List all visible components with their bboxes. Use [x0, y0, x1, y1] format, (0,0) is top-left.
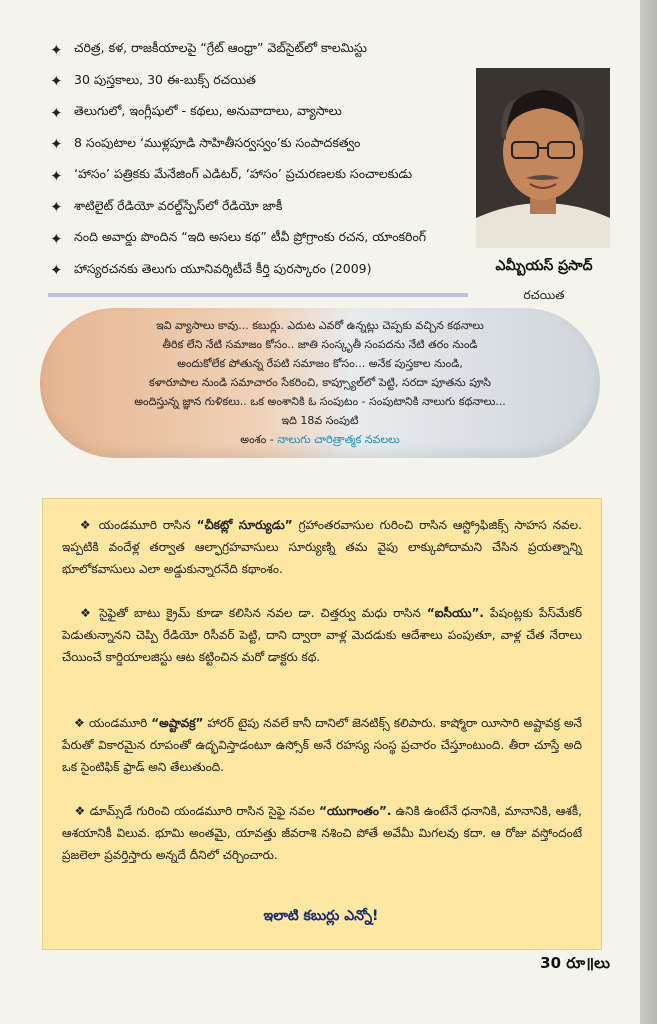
diamond-star-icon: ✦ — [50, 72, 63, 91]
credential-item: ✦ 30 పుస్తకాలు, 30 ఈ-బుక్స్ రచయిత — [50, 71, 256, 91]
bullet-icon: ❖ — [74, 804, 86, 818]
author-portrait-illustration — [476, 68, 610, 248]
novel-summary: ❖ యండమూరి “అష్టావక్ర” హారర్ టైపు నవలే కానీ దానిలో జెనటిక్స్ కలిపారు. కాష్మోరా యీసారి అష్టావక్ర అనే పేరుతో వికారమైన రూపంతో ఉద్భవిస్తాడంటూ ఉస్సోక్ అనే రహస్య సంస్థ ప్రచారం చేస్తూంటుంది. తీరా చూస్తే అది ఒక సైంటిఫిక్ ఫ్రాడ్ అని తేలుతుంది. — [62, 716, 582, 774]
credential-item: ✦ నంది అవార్డు పొందిన “ఇది అసలు కథ” టీవీ ప్రోగ్రాంకు రచన, యాంకరింగ్ — [50, 229, 427, 248]
diamond-star-icon: ✦ — [50, 198, 63, 217]
credential-item: ✦ హాస్యరచనకు తెలుగు యూనివర్శిటీచే కీర్తి పురస్కారం (2009) — [50, 260, 372, 280]
subject-line: అంశం - నాలుగు చారిత్రాత్మక నవలలు — [240, 433, 400, 446]
credential-item: ✦ శాటిలైట్ రేడియో వరల్డ్‌స్పేస్‌లో రేడియో జాకీ — [50, 197, 283, 217]
novel-summary: ❖ డూమ్స్‌డే గురించి యండమూరి రాసిన సైఫై నవల “యుగాంతం”. ఉనికి ఉంటేనే ధనానికి, మానానికి, ఆశకీ, ఆశయానికీ విలువ. భూమి అంతమై, యావత్తు జీవరాశి నశించి పోతే అవేమీ మిగలవు కదా. ఆ రోజు వస్తోందంటే ప్రజలెలా ప్రవర్తిస్తారు అన్నదే దీనిలో చర్చించారు. — [62, 804, 582, 862]
author-role: రచయిత — [523, 288, 565, 302]
price-label: 30 రూ॥లు — [540, 954, 610, 972]
credential-item: ✦ ‘హాసం’ పత్రికకు మేనేజింగ్ ఎడిటర్, ‘హాసం’ ప్రచురణలకు సంచాలకుడు — [50, 166, 413, 185]
subject-value: నాలుగు చారిత్రాత్మక నవలలు — [277, 433, 400, 446]
capsule-blurb — [40, 316, 600, 449]
book-spine-edge — [640, 0, 657, 1024]
author-credentials-list — [50, 34, 470, 286]
diamond-star-icon: ✦ — [50, 103, 63, 122]
volume-number: ఇది 18వ సంపుటి — [281, 414, 359, 427]
diamond-star-icon: ✦ — [50, 261, 63, 280]
novel-summary: ❖ సైఫైతో బాటు క్రైమ్ కూడా కలిసిన నవల డా. చిత్తర్వు మధు రాసిన “ఐసీయు”. పేషంట్లకు పేస్‌మేకర్ పెడుతున్నానని చెప్పి రేడియో రిసీవర్ పెట్టి, దాని ద్వారా వాళ్ల మెదడుకు ఆదేశాలు పంపుతూ, వాళ్ల చేత నేరాలు చేయించే కార్డియాలజిస్టు ఆట కట్టించిన మరో డాక్టరు కథ. — [62, 606, 582, 664]
tagline: ఇలాటి కబుర్లు ఎన్నో! — [263, 908, 379, 924]
novel-title: “ఐసీయు”. — [426, 606, 484, 620]
novel-title: “యుగాంతం”. — [319, 804, 392, 818]
novel-title: “అష్టావక్ర” — [151, 716, 204, 730]
blurb-line: కళారూపాల నుండి సమాచారం సేకరించి, కాప్స్యూల్‌లో పెట్టి, సరదా పూతను పూసి — [149, 376, 491, 389]
credential-item: ✦ తెలుగులో, ఇంగ్లీషులో - కథలు, అనువాదాలు, వ్యాసాలు — [50, 103, 342, 122]
novel-title: “చీకట్లో సూర్యుడు” — [196, 518, 293, 532]
blurb-line: తీరిక లేని నేటి సమాజం కోసం.. జాతి సంస్కృతీ సంపదను నేటి తరం నుండి — [162, 338, 478, 351]
section-divider — [48, 293, 468, 297]
author-name: ఎమ్బీయస్ ప్రసాద్ — [495, 258, 593, 274]
diamond-star-icon: ✦ — [50, 40, 63, 59]
blurb-line: ఇవి వ్యాసాలు కావు... కబుర్లు. ఎదుట ఎవరో ఉన్నట్లు చెప్పకు వచ్చిన కథనాలు — [156, 319, 484, 332]
subject-label: అంశం — [240, 433, 267, 446]
credential-item: ✦ 8 సంపుటాల ‘ముళ్లపూడి సాహితీసర్వస్వం’కు సంపాదకత్వం — [50, 134, 361, 154]
diamond-star-icon: ✦ — [50, 166, 63, 185]
diamond-star-icon: ✦ — [50, 135, 63, 154]
novel-summary: ❖ యండమూరి రాసిన “చీకట్లో సూర్యుడు” గ్రహాంతరవాసుల గురించి రాసిన ఆస్ట్రోఫిజిక్స్ సాహస నవల. ఇప్పటికి వందేళ్ల తర్వాత ఆల్ఫాగ్రహవాసులు సూర్యుణ్ని తమ వైపు లాక్కుపోదామని చేసిన ప్రయత్నాన్ని భూలోకవాసులు ఎలా అడ్డుకున్నారనేది కథాంశం. — [62, 518, 582, 576]
credential-item: ✦ చరిత్ర, కళ, రాజకీయాలపై “గ్రేట్ ఆంధ్రా” వెబ్‌సైట్‌లో కాలమిస్టు — [50, 40, 368, 59]
diamond-star-icon: ✦ — [50, 229, 63, 248]
author-photo — [476, 68, 610, 248]
bullet-icon: ❖ — [80, 606, 94, 620]
blurb-line: అందుకోలేక పోతున్న రేపటి సమాజం కోసం... అనేక పుస్తకాల నుండి, — [177, 357, 463, 370]
bullet-icon: ❖ — [79, 518, 93, 532]
blurb-line: అందిస్తున్న జ్ఞాన గుళికలు.. ఒక అంశానికి ఓ సంపుటం - సంపుటానికి నాలుగు కథనాలు... — [134, 395, 506, 408]
bullet-icon: ❖ — [74, 716, 85, 730]
